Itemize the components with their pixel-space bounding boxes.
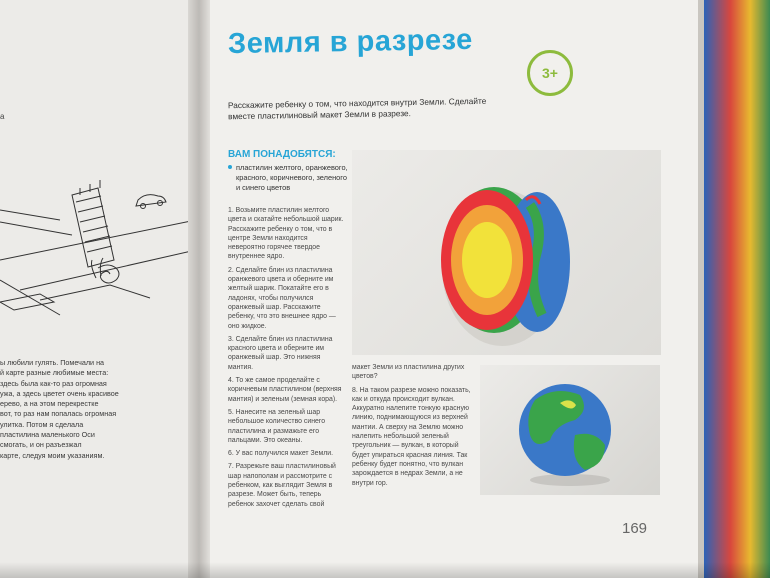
left-text-line: ы любили гулять. Помечали на [0, 358, 105, 367]
bottom-shadow [0, 562, 770, 578]
materials-heading: ВАМ ПОНАДОБЯТСЯ: [228, 149, 336, 160]
city-drawing-illustration [0, 140, 196, 340]
plasticine-globe-image [480, 365, 660, 495]
step-3: 3. Сделайте блин из пластилина красного цвета и оберните им оранжевый шар. Это нижняя мантия. [228, 335, 333, 371]
left-text-line: улитка. Потом я сделала [0, 419, 84, 429]
instruction-steps [228, 206, 346, 513]
left-text-line: й карте разные любимые места: [0, 368, 109, 378]
left-text-line: вот, то раз нам попалась огромная [0, 409, 117, 419]
left-text-line: карте, следуя моим указаниям. [0, 450, 105, 460]
step-1: 1. Возьмите пластилин желтого цвета и скатайте небольшой шарик. Расскажите ребенку о том, что в центре Земли находится невероятно горячее твердое внутреннее ядро. [228, 207, 344, 261]
materials-item: пластилин желтого, оранжевого, красного, коричневого, зеленого и синего цветов [236, 163, 348, 192]
earth-globe-photo [480, 365, 660, 495]
earth-cross-section-image [352, 150, 661, 355]
step-7-continued: макет Земли из пластилина других цветов? [352, 364, 465, 381]
step-7: 7. Разрежьте ваш пластилиновый шар напополам и рассмотрите с ребенком, как выглядит Земля в разрезе. Может быть, теперь ребенок захочет сделать свой [228, 463, 336, 508]
book-gutter [188, 0, 210, 578]
left-page-fragment: а [0, 112, 5, 121]
left-page-text [0, 358, 185, 461]
left-text-line: ужа, а здесь цветет очень красивое [0, 388, 119, 398]
left-text-line: смогать, и он разъезжал [0, 440, 82, 450]
step-4: 4. То же самое проделайте с коричневым пластилином (верхняя мантия) и зеленым (земная кора). [228, 377, 342, 403]
left-text-line: здесь была как-то раз огромная [0, 378, 107, 388]
page-title: Земля в разрезе [227, 23, 474, 61]
step-2: 2. Сделайте блин из пластилина оранжевого цвета и оберните им желтый шарик. Покатайте его в ладонях, чтобы получился оранжевый шар. Расскажите ребенку, что это внешнее ядро — оно жидкое. [228, 266, 336, 330]
intro-text: Расскажите ребенку о том, что находится внутри Земли. Сделайте вместе пластилиновый макет Земли в разрезе. [227, 95, 487, 122]
book-cover-edge [704, 0, 770, 578]
instruction-steps-continued [352, 363, 474, 492]
earth-cross-section-photo [352, 150, 661, 355]
left-page [0, 0, 196, 578]
age-badge: 3+ [527, 50, 573, 96]
left-text-line: пластилина маленького Оси [0, 430, 95, 440]
page-number: 169 [622, 520, 648, 537]
step-8: 8. На таком разрезе можно показать, как и откуда происходит вулкан. Аккуратно налепите тонкую красную линию, поднимающуюся из верхней мантии. А сверху на Землю можно налепить небольшой зеленый треугольник — вулкан, в который будет упираться красная линия. Так ребенку будет понятно, что вулкан зарождается в недрах Земли, а не внутри гор. [352, 386, 471, 487]
step-6: 6. У вас получился макет Земли. [228, 450, 334, 458]
step-5: 5. Нанесите на зеленый шар небольшое количество синего пластилина и размажьте его пальцами. Это океаны. [228, 408, 326, 444]
left-text-line: ерево, а на этом перекрестке [0, 399, 99, 409]
bullet-icon [228, 165, 232, 169]
